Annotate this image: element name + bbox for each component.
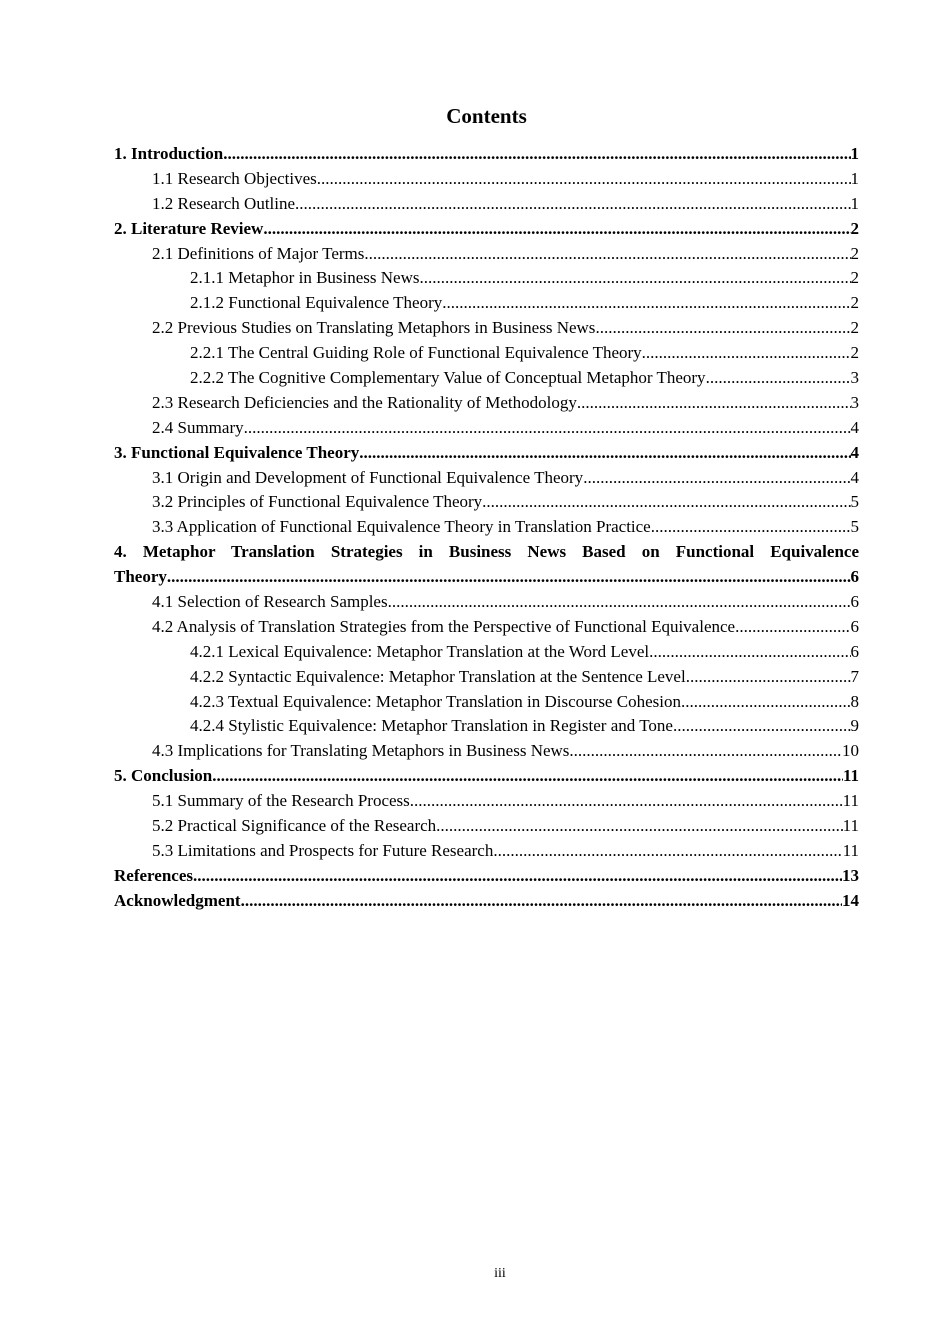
toc-page-number: 6 [850, 641, 859, 661]
toc-entry-text: 2.4 Summary [152, 417, 244, 437]
toc-page-number: 6 [850, 616, 859, 636]
toc-entry[interactable] [114, 814, 859, 839]
dot-leader [583, 466, 850, 491]
toc-entry[interactable] [114, 764, 859, 789]
toc-entry-text: 2.1.2 Functional Equivalence Theory [190, 293, 443, 313]
toc-entry-text: 3.2 Principles of Functional Equivalence Theory [152, 492, 483, 512]
toc-entry-text: 3.3 Application of Functional Equivalence Theory in Translation Practice [152, 517, 651, 537]
toc-page-number: 2 [850, 343, 859, 363]
dot-leader [735, 615, 850, 640]
toc-page-number: 1 [850, 144, 859, 163]
dot-leader [193, 864, 842, 889]
toc-page-number: 4 [850, 417, 859, 437]
toc-entry[interactable] [114, 490, 859, 515]
toc-entry-text: Acknowledgment [114, 890, 241, 910]
dot-leader [241, 889, 842, 914]
dot-leader [686, 665, 851, 690]
toc-page-number: 5 [850, 492, 859, 512]
toc-entry-text: 4. Metaphor Translation Strategies in Business News Based on Functional Equivalence [114, 542, 859, 562]
toc-page-number: 5 [850, 517, 859, 537]
dot-leader [419, 266, 850, 291]
dot-leader [410, 789, 843, 814]
toc-page-number: 2 [850, 218, 859, 238]
dot-leader [649, 640, 850, 665]
toc-entry-text: References [114, 865, 193, 885]
toc-entry[interactable] [114, 615, 859, 640]
toc-entry[interactable] [114, 167, 859, 192]
toc-page-number: 11 [842, 766, 859, 786]
toc-page-number: 11 [842, 816, 859, 836]
toc-entry[interactable] [114, 665, 859, 690]
toc-entry[interactable] [114, 590, 859, 615]
footer-page-number: iii [494, 1266, 506, 1281]
dot-leader [681, 690, 851, 715]
toc-entry[interactable] [114, 889, 859, 914]
toc-entry-text: 4.2.2 Syntactic Equivalence: Metaphor Translation at the Sentence Level [190, 666, 686, 686]
toc-page-number: 3 [850, 392, 859, 412]
toc-entry-text: 2.2.1 The Central Guiding Role of Functional Equivalence Theory [190, 343, 642, 363]
toc-entry[interactable] [114, 789, 859, 814]
dot-leader [595, 316, 850, 341]
dot-leader [317, 167, 851, 192]
toc-entry[interactable] [114, 192, 859, 217]
toc-page-number: 4 [850, 467, 859, 487]
toc-entry-text: 2. Literature Review [114, 218, 264, 238]
toc-entry[interactable] [114, 441, 859, 466]
toc-entry[interactable] [114, 242, 859, 267]
toc-entry[interactable] [114, 839, 859, 864]
toc-page-number: 7 [850, 666, 859, 686]
toc-entry[interactable] [114, 266, 859, 291]
toc-entry-text: 2.2.2 The Cognitive Complementary Value of Conceptual Metaphor Theory [190, 368, 706, 388]
toc-entry[interactable] [114, 714, 859, 739]
toc-entry-text: 1.2 Research Outline [152, 193, 296, 213]
table-of-contents [114, 142, 859, 914]
dot-leader [359, 441, 850, 466]
dot-leader [263, 217, 850, 242]
toc-entry-text: 4.3 Implications for Translating Metaphors in Business News [152, 741, 570, 761]
toc-page-number: 6 [850, 567, 859, 587]
dot-leader [244, 416, 851, 441]
toc-page-number: 14 [842, 890, 859, 910]
toc-entry[interactable] [114, 316, 859, 341]
toc-entry[interactable] [114, 291, 859, 316]
toc-entry-text: 1. Introduction [114, 144, 224, 163]
toc-entry-text: 2.3 Research Deficiencies and the Rationality of Methodology [152, 392, 577, 412]
page-title: Contents [446, 104, 527, 128]
toc-entry-text: 5.2 Practical Significance of the Research [152, 816, 437, 836]
dot-leader [651, 515, 851, 540]
toc-entry[interactable] [114, 864, 859, 889]
toc-entry-text: 3. Functional Equivalence Theory [114, 442, 360, 462]
toc-entry-text: 5. Conclusion [114, 766, 213, 786]
toc-entry-text: 1.1 Research Objectives [152, 168, 317, 188]
toc-page-number: 9 [850, 716, 859, 736]
toc-entry-text: 4.2.1 Lexical Equivalence: Metaphor Translation at the Word Level [190, 641, 650, 661]
toc-entry-text: 4.2.3 Textual Equivalence: Metaphor Translation in Discourse Cohesion [190, 691, 681, 711]
dot-leader [569, 739, 842, 764]
toc-entry[interactable] [114, 739, 859, 764]
toc-entry[interactable] [114, 142, 859, 167]
toc-entry[interactable] [114, 366, 859, 391]
toc-page-number: 2 [850, 318, 859, 338]
toc-entry[interactable] [114, 466, 859, 491]
toc-entry-text: 5.1 Summary of the Research Process [152, 791, 410, 811]
toc-entry-text: 3.1 Origin and Development of Functional Equivalence Theory [152, 467, 584, 487]
toc-page-number: 2 [850, 243, 859, 263]
dot-leader [167, 565, 851, 590]
toc-entry[interactable] [114, 416, 859, 441]
toc-entry-continuation [114, 565, 859, 590]
toc-entry[interactable] [114, 217, 859, 242]
dot-leader [388, 590, 851, 615]
dot-leader [482, 490, 850, 515]
toc-page-number: 8 [850, 691, 859, 711]
dot-leader [577, 391, 851, 416]
toc-page-number: 1 [850, 193, 859, 213]
dot-leader [436, 814, 842, 839]
toc-page-number: 4 [850, 442, 859, 462]
dot-leader [223, 142, 850, 167]
toc-entry[interactable] [114, 690, 859, 715]
toc-entry-text: 2.1.1 Metaphor in Business News [190, 268, 420, 288]
toc-entry[interactable] [114, 640, 859, 665]
toc-page-number: 1 [850, 168, 859, 188]
toc-entry[interactable] [114, 391, 859, 416]
dot-leader [706, 366, 851, 391]
toc-page-number: 10 [842, 741, 859, 761]
toc-entry-text-continued: Theory [114, 567, 167, 587]
toc-page-number: 2 [850, 293, 859, 313]
toc-entry-text: 4.2.4 Stylistic Equivalence: Metaphor Translation in Register and Tone [190, 716, 673, 736]
toc-page-number: 2 [850, 268, 859, 288]
toc-entry-text: 4.1 Selection of Research Samples [152, 592, 388, 612]
dot-leader [673, 714, 851, 739]
toc-entry[interactable] [114, 341, 859, 366]
dot-leader [295, 192, 850, 217]
dot-leader [364, 242, 850, 267]
toc-entry-text: 4.2 Analysis of Translation Strategies from the Perspective of Functional Equivalence [152, 616, 736, 636]
toc-page-number: 11 [842, 791, 859, 811]
toc-entry[interactable] [114, 540, 859, 590]
dot-leader [442, 291, 850, 316]
dot-leader [642, 341, 851, 366]
toc-entry-text: 2.2 Previous Studies on Translating Metaphors in Business News [152, 318, 596, 338]
toc-page-number: 6 [850, 592, 859, 612]
toc-page-number: 11 [842, 840, 859, 860]
toc-entry[interactable] [114, 515, 859, 540]
dot-leader [493, 839, 842, 864]
toc-entry-text: 2.1 Definitions of Major Terms [152, 243, 365, 263]
toc-page-number: 3 [850, 368, 859, 388]
toc-entry-text: 5.3 Limitations and Prospects for Future Research [152, 840, 494, 860]
toc-page-number: 13 [842, 865, 859, 885]
dot-leader [212, 764, 843, 789]
